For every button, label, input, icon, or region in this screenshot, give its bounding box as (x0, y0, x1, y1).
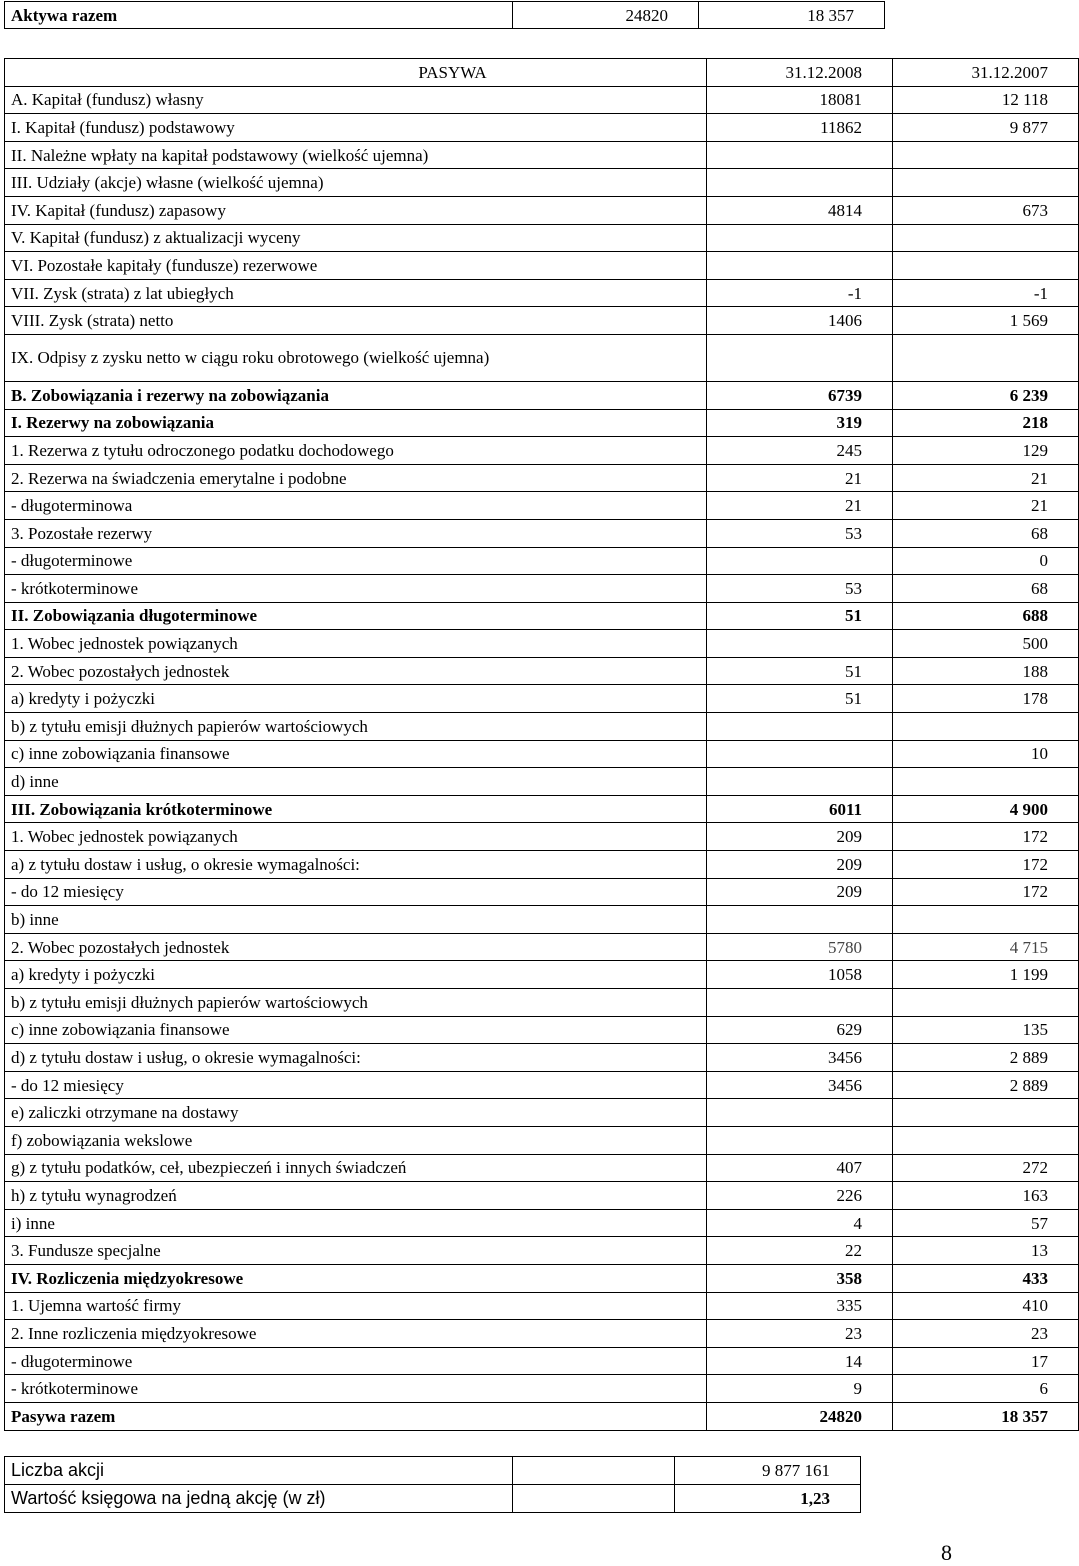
row-label: g) z tytułu podatków, ceł, ubezpieczeń i innych świadczeń (5, 1154, 707, 1182)
value-2008: 11862 (707, 114, 893, 142)
empty-cell (513, 1485, 675, 1513)
value-2007: 172 (893, 851, 1079, 879)
value-2008: 51 (707, 685, 893, 713)
value-2008 (707, 630, 893, 658)
value-2007: 17 (893, 1347, 1079, 1375)
row-label: a) kredyty i pożyczki (5, 961, 707, 989)
row-label: II. Należne wpłaty na kapitał podstawowy (wielkość ujemna) (5, 141, 707, 169)
row-label: 3. Fundusze specjalne (5, 1237, 707, 1265)
value-2008: 358 (707, 1264, 893, 1292)
table-row (5, 575, 1079, 603)
value-2007 (893, 252, 1079, 280)
value-2008: 6011 (707, 795, 893, 823)
row-label: I. Rezerwy na zobowiązania (5, 409, 707, 437)
table-row (5, 657, 1079, 685)
value-2008: 51 (707, 657, 893, 685)
value-2008: 319 (707, 409, 893, 437)
table-row (5, 334, 1079, 381)
table-row (5, 906, 1079, 934)
value-2008: 53 (707, 575, 893, 603)
table-row (5, 196, 1079, 224)
value-2007: 178 (893, 685, 1079, 713)
assets-total-2008: 24820 (513, 2, 699, 29)
table-row (5, 1044, 1079, 1072)
table-row (5, 1457, 861, 1485)
row-label: d) inne (5, 768, 707, 796)
row-label: - do 12 miesięcy (5, 1071, 707, 1099)
table-row (5, 933, 1079, 961)
value-2007: 1 569 (893, 307, 1079, 335)
table-row (5, 1485, 861, 1513)
value-2008: 24820 (707, 1402, 893, 1430)
value-2007: 272 (893, 1154, 1079, 1182)
value-2008: 4 (707, 1209, 893, 1237)
value-2007: 9 877 (893, 114, 1079, 142)
value-2007: 673 (893, 196, 1079, 224)
table-row (5, 1182, 1079, 1210)
value-2007: 129 (893, 437, 1079, 465)
assets-total-2007: 18 357 (699, 2, 885, 29)
value-2007: 12 118 (893, 86, 1079, 114)
assets-total-label: Aktywa razem (5, 2, 513, 29)
column-header-2008: 31.12.2008 (707, 59, 893, 87)
table-row (5, 1099, 1079, 1127)
value-2007: 163 (893, 1182, 1079, 1210)
row-label: 1. Wobec jednostek powiązanych (5, 630, 707, 658)
row-label: - długoterminowe (5, 1347, 707, 1375)
table-row (5, 279, 1079, 307)
value-2007 (893, 1099, 1079, 1127)
value-2007: 218 (893, 409, 1079, 437)
value-2008: 21 (707, 492, 893, 520)
table-row (5, 685, 1079, 713)
row-label: 1. Rezerwa z tytułu odroczonego podatku dochodowego (5, 437, 707, 465)
row-label: - krótkoterminowe (5, 575, 707, 603)
value-2007 (893, 906, 1079, 934)
value-2008: 1406 (707, 307, 893, 335)
value-2008 (707, 547, 893, 575)
row-label: h) z tytułu wynagrodzeń (5, 1182, 707, 1210)
table-row (5, 492, 1079, 520)
value-2008: 5780 (707, 933, 893, 961)
row-label: b) z tytułu emisji dłużnych papierów wartościowych (5, 713, 707, 741)
table-row (5, 713, 1079, 741)
value-2008: 209 (707, 851, 893, 879)
row-label: 1. Wobec jednostek powiązanych (5, 823, 707, 851)
row-label: I. Kapitał (fundusz) podstawowy (5, 114, 707, 142)
row-label: VI. Pozostałe kapitały (fundusze) rezerwowe (5, 252, 707, 280)
table-row (5, 602, 1079, 630)
row-label: b) inne (5, 906, 707, 934)
value-2007: 135 (893, 1016, 1079, 1044)
table-row (5, 1237, 1079, 1265)
pasywa-heading: PASYWA (5, 59, 707, 87)
row-label: 2. Inne rozliczenia międzyokresowe (5, 1320, 707, 1348)
table-row (5, 989, 1079, 1017)
row-label: A. Kapitał (fundusz) własny (5, 86, 707, 114)
value-2008: 1058 (707, 961, 893, 989)
page-number: 8 (941, 1540, 952, 1565)
value-2008: 209 (707, 878, 893, 906)
value-2007: 4 715 (893, 933, 1079, 961)
value-2007: 2 889 (893, 1044, 1079, 1072)
value-2008: 245 (707, 437, 893, 465)
table-row (5, 768, 1079, 796)
value-2008: 629 (707, 1016, 893, 1044)
value-2008: 3456 (707, 1071, 893, 1099)
table-row (5, 519, 1079, 547)
book-value-label: Wartość księgowa na jedną akcję (w zł) (5, 1485, 513, 1513)
row-label: B. Zobowiązania i rezerwy na zobowiązania (5, 381, 707, 409)
value-2008: 21 (707, 464, 893, 492)
table-row (5, 381, 1079, 409)
share-count-label: Liczba akcji (5, 1457, 513, 1485)
value-2008 (707, 906, 893, 934)
value-2007: 1 199 (893, 961, 1079, 989)
value-2007 (893, 768, 1079, 796)
row-label: II. Zobowiązania długoterminowe (5, 602, 707, 630)
value-2007: 172 (893, 878, 1079, 906)
row-label: 3. Pozostałe rezerwy (5, 519, 707, 547)
value-2008: -1 (707, 279, 893, 307)
assets-total-table (4, 1, 885, 29)
row-label: 2. Wobec pozostałych jednostek (5, 933, 707, 961)
book-value-value: 1,23 (675, 1485, 861, 1513)
liabilities-table (4, 58, 1079, 1431)
table-row (5, 740, 1079, 768)
value-2008 (707, 740, 893, 768)
value-2007: 410 (893, 1292, 1079, 1320)
table-row (5, 169, 1079, 197)
row-label: - długoterminowe (5, 547, 707, 575)
table-row (5, 141, 1079, 169)
value-2007: 172 (893, 823, 1079, 851)
table-row (5, 1154, 1079, 1182)
value-2007: 23 (893, 1320, 1079, 1348)
share-count-value: 9 877 161 (675, 1457, 861, 1485)
value-2008 (707, 989, 893, 1017)
value-2008: 18081 (707, 86, 893, 114)
value-2008: 9 (707, 1375, 893, 1403)
value-2007: 68 (893, 519, 1079, 547)
row-label: Pasywa razem (5, 1402, 707, 1430)
value-2008: 4814 (707, 196, 893, 224)
value-2007 (893, 989, 1079, 1017)
table-row (5, 823, 1079, 851)
value-2008 (707, 169, 893, 197)
value-2007: 57 (893, 1209, 1079, 1237)
value-2008 (707, 252, 893, 280)
table-row (5, 1347, 1079, 1375)
value-2007: 500 (893, 630, 1079, 658)
row-label: 2. Wobec pozostałych jednostek (5, 657, 707, 685)
row-label: V. Kapitał (fundusz) z aktualizacji wyceny (5, 224, 707, 252)
value-2008 (707, 334, 893, 381)
table-row (5, 307, 1079, 335)
value-2007: 688 (893, 602, 1079, 630)
table-row (5, 1126, 1079, 1154)
table-row (5, 409, 1079, 437)
value-2007 (893, 713, 1079, 741)
empty-cell (513, 1457, 675, 1485)
value-2008 (707, 141, 893, 169)
row-label: d) z tytułu dostaw i usług, o okresie wymagalności: (5, 1044, 707, 1072)
table-row (5, 114, 1079, 142)
value-2008 (707, 1126, 893, 1154)
value-2008: 3456 (707, 1044, 893, 1072)
value-2007 (893, 224, 1079, 252)
row-label: c) inne zobowiązania finansowe (5, 740, 707, 768)
value-2007: 18 357 (893, 1402, 1079, 1430)
value-2007 (893, 1126, 1079, 1154)
table-row (5, 878, 1079, 906)
row-label: - krótkoterminowe (5, 1375, 707, 1403)
row-label: - do 12 miesięcy (5, 878, 707, 906)
table-row (5, 464, 1079, 492)
value-2007: 21 (893, 464, 1079, 492)
table-row (5, 437, 1079, 465)
table-row (5, 1292, 1079, 1320)
table-row (5, 86, 1079, 114)
value-2008: 209 (707, 823, 893, 851)
row-label: VIII. Zysk (strata) netto (5, 307, 707, 335)
column-header-2007: 31.12.2007 (893, 59, 1079, 87)
row-label: - długoterminowa (5, 492, 707, 520)
value-2007: 10 (893, 740, 1079, 768)
row-label: b) z tytułu emisji dłużnych papierów wartościowych (5, 989, 707, 1017)
value-2007 (893, 169, 1079, 197)
table-row (5, 961, 1079, 989)
value-2008: 23 (707, 1320, 893, 1348)
row-label: 1. Ujemna wartość firmy (5, 1292, 707, 1320)
value-2007: 21 (893, 492, 1079, 520)
value-2008: 6739 (707, 381, 893, 409)
table-row (5, 1402, 1079, 1430)
row-label: III. Udziały (akcje) własne (wielkość ujemna) (5, 169, 707, 197)
row-label: i) inne (5, 1209, 707, 1237)
row-label: a) kredyty i pożyczki (5, 685, 707, 713)
table-row (5, 795, 1079, 823)
table-row (5, 547, 1079, 575)
table-row (5, 851, 1079, 879)
value-2008 (707, 1099, 893, 1127)
table-row (5, 1320, 1079, 1348)
value-2008: 51 (707, 602, 893, 630)
value-2008: 226 (707, 1182, 893, 1210)
value-2008: 53 (707, 519, 893, 547)
value-2007: 68 (893, 575, 1079, 603)
value-2007 (893, 334, 1079, 381)
row-label: VII. Zysk (strata) z lat ubiegłych (5, 279, 707, 307)
value-2007: 6 239 (893, 381, 1079, 409)
row-label: f) zobowiązania wekslowe (5, 1126, 707, 1154)
value-2008 (707, 768, 893, 796)
value-2008: 335 (707, 1292, 893, 1320)
value-2008: 407 (707, 1154, 893, 1182)
table-row (5, 630, 1079, 658)
row-label: 2. Rezerwa na świadczenia emerytalne i podobne (5, 464, 707, 492)
row-label: c) inne zobowiązania finansowe (5, 1016, 707, 1044)
table-row (5, 2, 885, 29)
row-label: IV. Kapitał (fundusz) zapasowy (5, 196, 707, 224)
row-label: IX. Odpisy z zysku netto w ciągu roku obrotowego (wielkość ujemna) (5, 334, 707, 381)
value-2007: 13 (893, 1237, 1079, 1265)
value-2007: 6 (893, 1375, 1079, 1403)
table-row (5, 1375, 1079, 1403)
row-label: IV. Rozliczenia międzyokresowe (5, 1264, 707, 1292)
table-row (5, 1209, 1079, 1237)
table-row (5, 1071, 1079, 1099)
value-2008 (707, 713, 893, 741)
row-label: e) zaliczki otrzymane na dostawy (5, 1099, 707, 1127)
shares-table (4, 1456, 861, 1513)
value-2007: 4 900 (893, 795, 1079, 823)
value-2007: 2 889 (893, 1071, 1079, 1099)
value-2008: 22 (707, 1237, 893, 1265)
value-2007 (893, 141, 1079, 169)
row-label: a) z tytułu dostaw i usług, o okresie wymagalności: (5, 851, 707, 879)
table-header-row (5, 59, 1079, 87)
value-2008 (707, 224, 893, 252)
value-2007: 188 (893, 657, 1079, 685)
row-label: III. Zobowiązania krótkoterminowe (5, 795, 707, 823)
value-2007: 433 (893, 1264, 1079, 1292)
table-row (5, 252, 1079, 280)
value-2007: 0 (893, 547, 1079, 575)
table-row (5, 1264, 1079, 1292)
value-2008: 14 (707, 1347, 893, 1375)
value-2007: -1 (893, 279, 1079, 307)
table-row (5, 1016, 1079, 1044)
table-row (5, 224, 1079, 252)
